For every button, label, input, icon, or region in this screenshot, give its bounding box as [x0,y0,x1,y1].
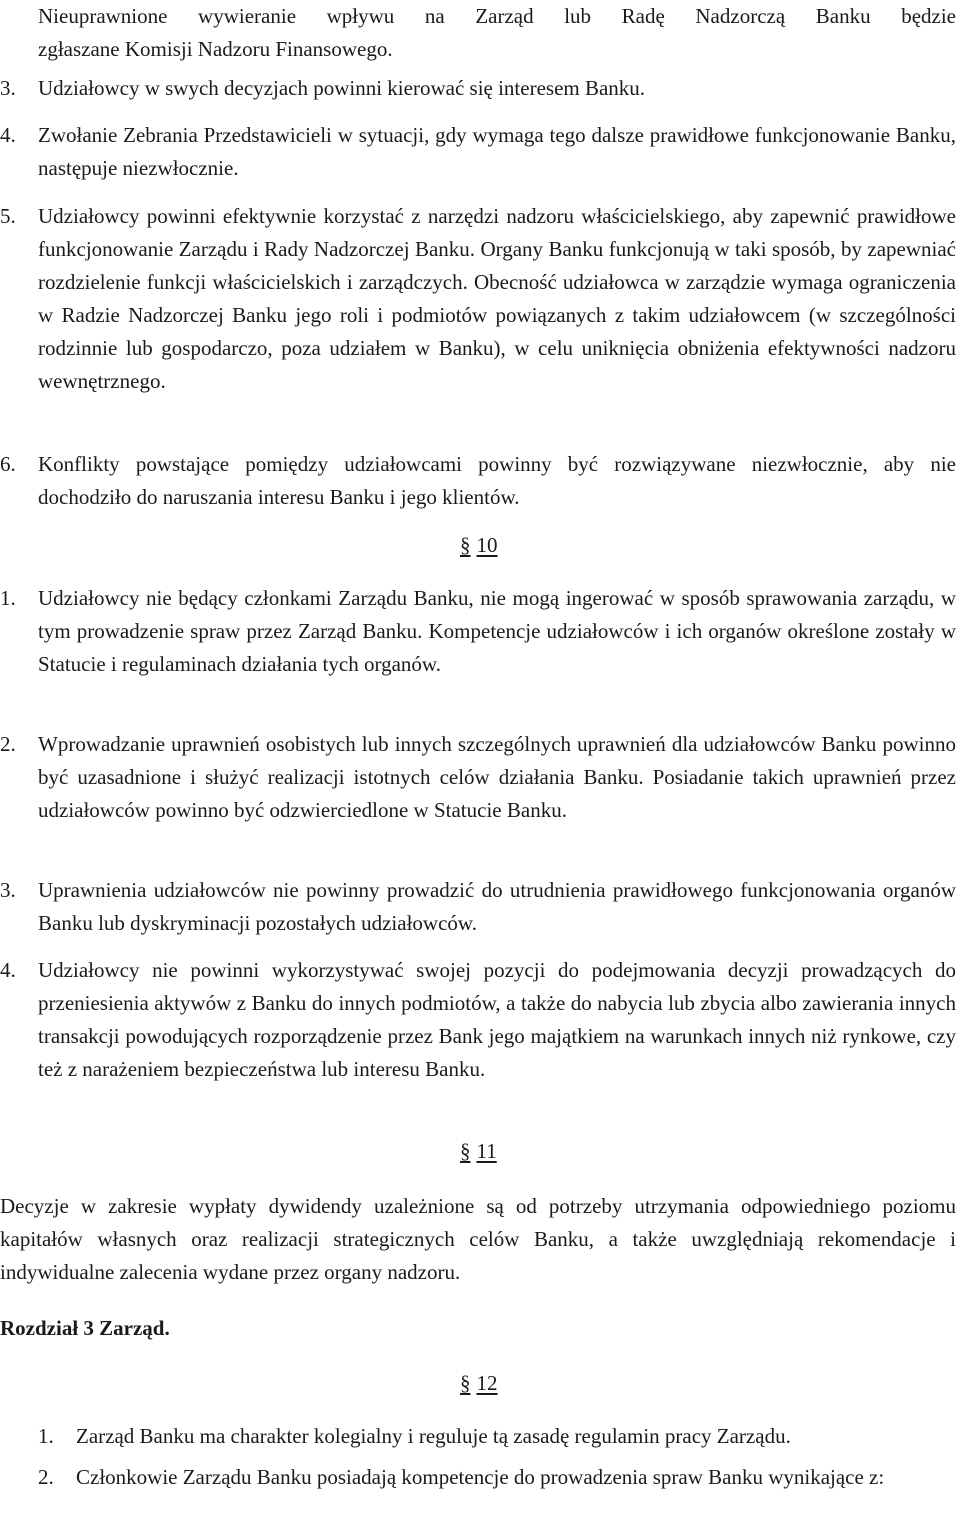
section-number: 10 [476,533,498,557]
list-item [0,954,956,1086]
chapter-title: Rozdział 3 Zarząd. [0,1316,170,1340]
list-item [0,448,956,514]
list-item-number: 2. [0,732,16,756]
dividend-paragraph: Decyzje w zakresie wypłaty dywidendy uzależnione są od potrzeby utrzymania odpowiedniego poziomu kapitałów własnych oraz realizacji strategicznych celów Banku, a także uwzględniają rekomendacje i indywidualne zalecenia wydane przez organy nadzoru. [0,1194,956,1284]
list-item-number: 1. [0,586,16,610]
section-number: 12 [476,1371,498,1395]
list-item [0,200,956,398]
intro-line-1: Nieuprawnione wywieranie wpływu na Zarząd lub Radę Nadzorczą Banku będzie [38,4,956,28]
list-item-number: 1. [38,1424,54,1448]
list-item [0,582,956,681]
list-item-text: Konflikty powstające pomiędzy udziałowcami powinny być rozwiązywane niezwłocznie, aby nie dochodziło do naruszania interesu Banku i jego klientów. [38,452,956,509]
list-item-text: Zwołanie Zebrania Przedstawicieli w sytuacji, gdy wymaga tego dalsze prawidłowe funkcjonowanie Banku, następuje niezwłocznie. [38,123,956,180]
list-item-text: Udziałowcy w swych decyzjach powinni kierować się interesem Banku. [38,76,646,100]
list-item [0,72,956,105]
list-item-text: Udziałowcy nie będący członkami Zarządu Banku, nie mogą ingerować w sposób sprawowania zarządu, w tym prowadzenie spraw przez Zarząd Banku. Kompetencje udziałowców i ich organów określone zostały w Statucie i regulaminach działania tych organów. [38,586,956,676]
list-item-number: 6. [0,452,16,476]
section-heading-10 [460,530,498,560]
intro-paragraph [38,0,956,66]
list-item-number: 3. [0,76,16,100]
list-item-text: Zarząd Banku ma charakter kolegialny i reguluje tą zasadę regulamin pracy Zarządu. [76,1424,791,1448]
list-item [0,728,956,827]
list-item [38,1463,956,1491]
section-symbol: § [460,533,471,557]
section-heading-11 [460,1136,497,1166]
list-item-number: 4. [0,123,16,147]
list-item [0,119,956,185]
list-item-text: Uprawnienia udziałowców nie powinny prowadzić do utrudnienia prawidłowego funkcjonowania organów Banku lub dyskryminacji pozostałych udziałowców. [38,878,956,935]
list-item-number: 4. [0,958,16,982]
list-item [0,874,956,940]
list-item-text: Udziałowcy powinni efektywnie korzystać z narzędzi nadzoru właścicielskiego, aby zapewnić prawidłowe funkcjonowanie Zarządu i Rady Nadzorczej Banku. Organy Banku funkcjonują w taki sposób, by zapewniać rozdzielenie funkcji właścicielskich i zarządczych. Obecność udziałowca w zarządzie wymaga ograniczenia w Radzie Nadzorczej Banku jego roli i podmiotów powiązanych z takim udziałowcem (w szczególności rodzinnie lub gospodarczo, poza udziałem w Banku), w celu uniknięcia obniżenia efektywności nadzoru wewnętrznego. [38,204,956,393]
section-heading-12 [460,1368,498,1398]
section-number: 11 [476,1139,497,1163]
list-item [38,1422,956,1450]
list-item-text: Członkowie Zarządu Banku posiadają kompetencje do prowadzenia spraw Banku wynikające z: [76,1465,885,1489]
list-item-number: 3. [0,878,16,902]
section-symbol: § [460,1371,471,1395]
list-item-number: 2. [38,1465,54,1489]
list-item-number: 5. [0,204,16,228]
intro-line-2: zgłaszane Komisji Nadzoru Finansowego. [38,37,393,61]
section-symbol: § [460,1139,471,1163]
list-item-text: Udziałowcy nie powinni wykorzystywać swojej pozycji do podejmowania decyzji prowadzących do przeniesienia aktywów z Banku do innych podmiotów, a także do nabycia lub zbycia albo zawierania innych transakcji powodujących rozporządzenie przez Bank jego majątkiem na warunkach innych niż rynkowe, czy też z narażeniem bezpieczeństwa lub interesu Banku. [38,958,956,1081]
list-item-text: Wprowadzanie uprawnień osobistych lub innych szczególnych uprawnień dla udziałowców Banku powinno być uzasadnione i służyć realizacji istotnych celów działania Banku. Posiadanie takich uprawnień przez udziałowców powinno być odzwierciedlone w Statucie Banku. [38,732,956,822]
